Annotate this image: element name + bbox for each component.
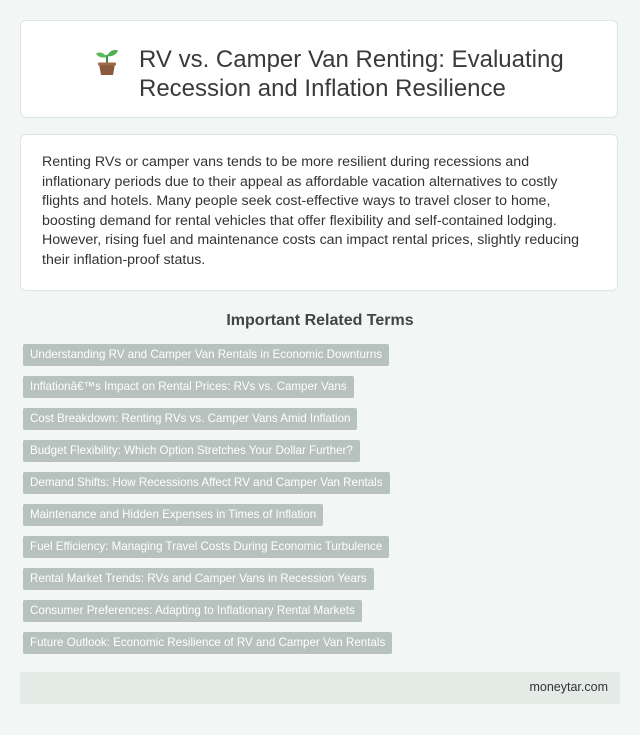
related-term-6[interactable]: Maintenance and Hidden Expenses in Times of Inflation [23, 504, 323, 526]
footer-site-link[interactable]: moneytar.com [529, 680, 608, 694]
related-term-9[interactable]: Consumer Preferences: Adapting to Inflationary Rental Markets [23, 600, 362, 622]
summary-card [20, 134, 618, 291]
page-title: RV vs. Camper Van Renting: Evaluating Recession and Inflation Resilience [139, 46, 564, 102]
title-card [20, 20, 618, 118]
summary-text: Renting RVs or camper vans tends to be more resilient during recessions and inflationary periods due to their appeal as affordable vacation alternatives to costly flights and hotels. Many people seek cost-effective ways to travel closer to home, boosting demand for rental vehicles that offer flexibility and self-contained lodging. However, rising fuel and maintenance costs can impact rental prices, slightly reducing their inflation-proof status. [42, 154, 580, 268]
related-term-4[interactable]: Budget Flexibility: Which Option Stretches Your Dollar Further? [23, 440, 360, 462]
sprout-icon [93, 47, 121, 77]
related-term-7[interactable]: Fuel Efficiency: Managing Travel Costs During Economic Turbulence [23, 536, 389, 558]
related-terms-list [23, 344, 603, 664]
footer-bar [20, 672, 620, 704]
title-wrap [93, 45, 579, 103]
related-term-1[interactable]: Understanding RV and Camper Van Rentals in Economic Downturns [23, 344, 389, 366]
related-term-8[interactable]: Rental Market Trends: RVs and Camper Vans in Recession Years [23, 568, 374, 590]
related-term-2[interactable]: Inflationâ€™s Impact on Rental Prices: RVs vs. Camper Vans [23, 376, 354, 398]
related-term-10[interactable]: Future Outlook: Economic Resilience of RV and Camper Van Rentals [23, 632, 392, 654]
related-terms-heading: Important Related Terms [226, 312, 414, 329]
related-term-5[interactable]: Demand Shifts: How Recessions Affect RV and Camper Van Rentals [23, 472, 390, 494]
related-term-3[interactable]: Cost Breakdown: Renting RVs vs. Camper Vans Amid Inflation [23, 408, 357, 430]
